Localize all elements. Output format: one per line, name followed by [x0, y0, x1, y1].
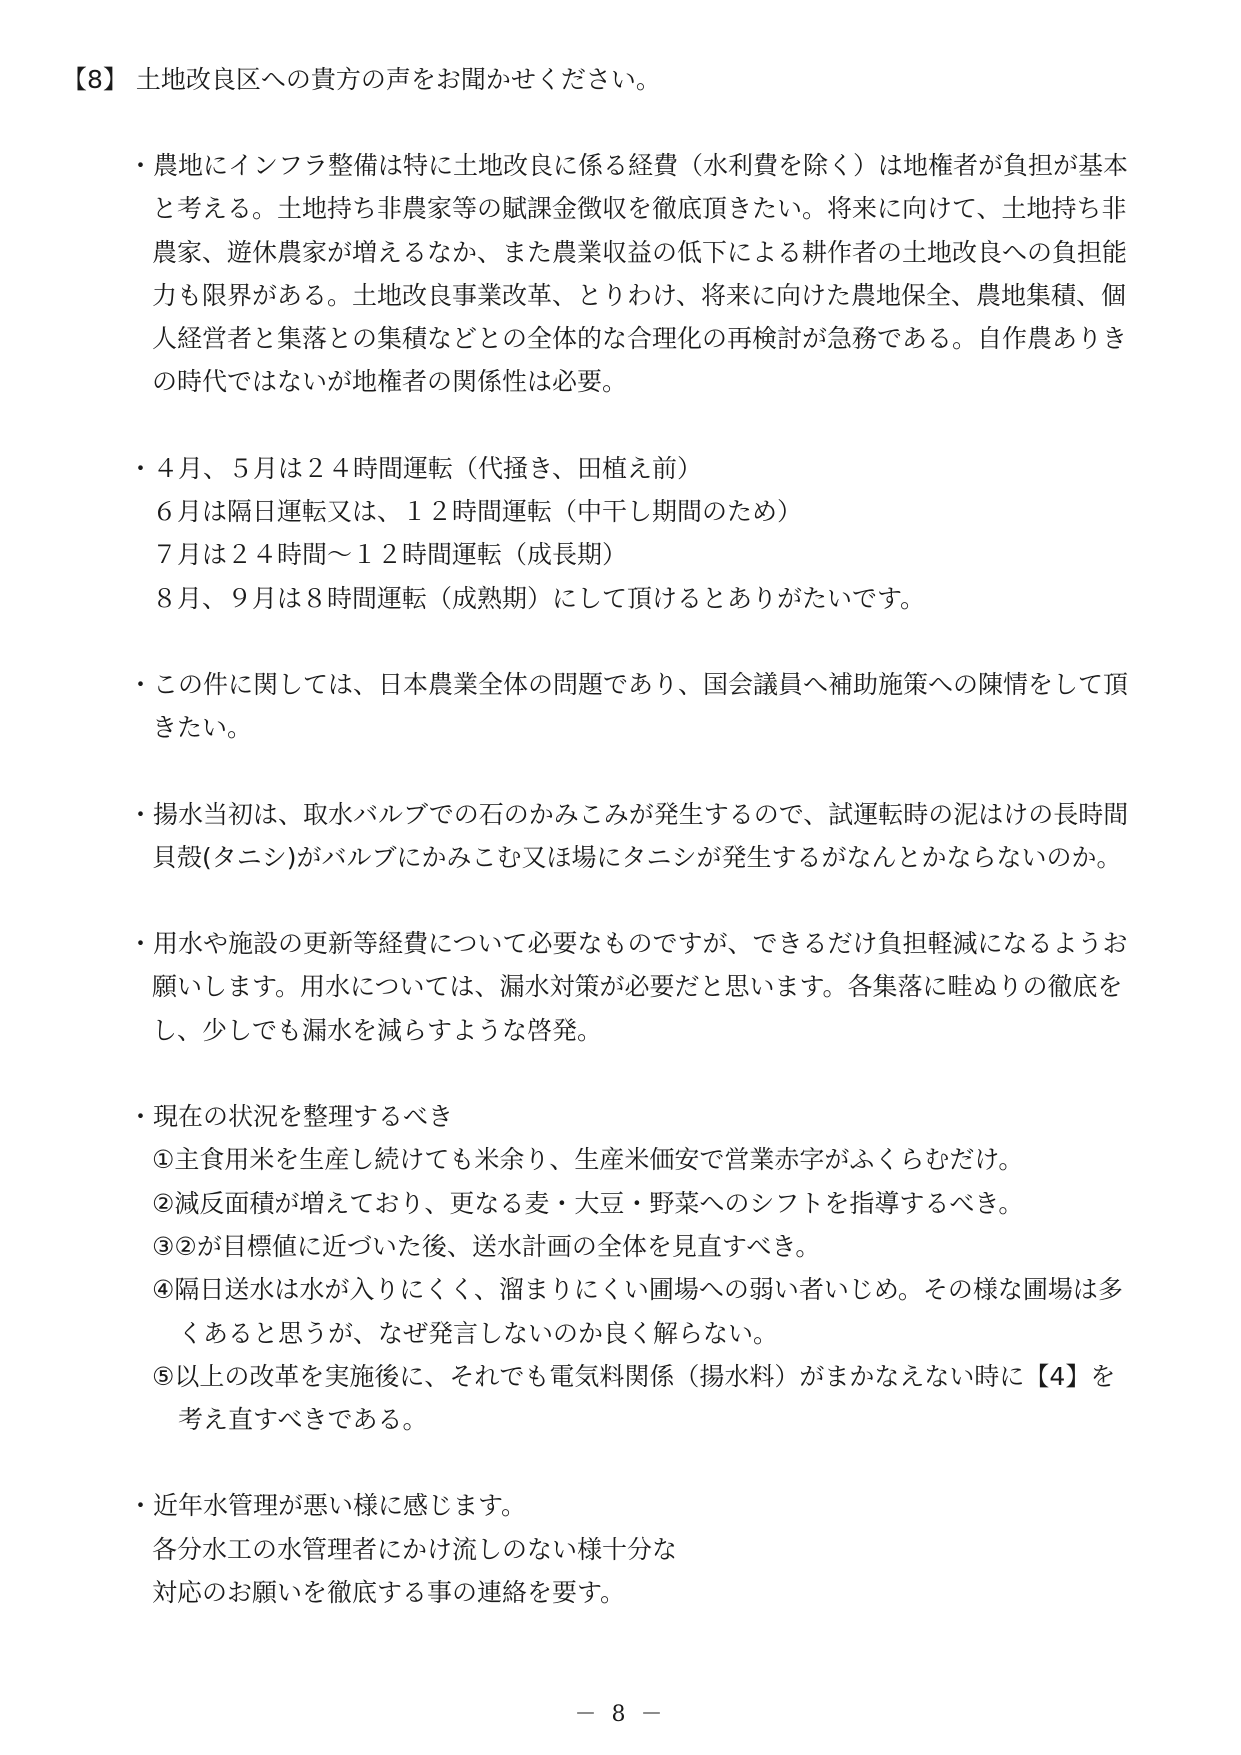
- comment-line: きたい。: [152, 713, 253, 743]
- comment-line: 力も限界がある。土地改良事業改革、とりわけ、将来に向けた農地保全、農地集積、個: [152, 280, 1127, 310]
- comment-line: ６月は隔日運転又は、１２時間運転（中干し期間のため）: [152, 497, 803, 527]
- comment-line: ・４月、５月は２４時間運転（代掻き、田植え前）: [128, 453, 703, 483]
- enumerated-item: ③②が目標値に近づいた後、送水計画の全体を見直すべき。: [152, 1231, 821, 1261]
- comment-line: ・農地にインフラ整備は特に土地改良に係る経費（水利費を除く）は地権者が負担が基本: [128, 151, 1129, 180]
- comment-1: [0, 144, 1241, 404]
- comment-line: ・用水や施設の更新等経費について必要なものですが、できるだけ負担軽減になるようお: [128, 929, 1128, 959]
- enumerated-item: ④隔日送水は水が入りにくく、溜まりにくい圃場への弱い者いじめ。その様な圃場は多: [152, 1275, 1123, 1305]
- comment-line: ８月、９月は８時間運転（成熟期）にして頂けるとありがたいです。: [152, 583, 926, 613]
- comment-line: ・揚水当初は、取水バルブでの石のかみこみが発生するので、試運転時の泥はけの長時間: [128, 799, 1129, 829]
- comment-line: 願いします。用水については、漏水対策が必要だと思います。各集落に畦ぬりの徹底を: [152, 972, 1123, 1002]
- comment-line: 貝殻(タニシ)がバルブにかみこむ又ほ場にタニシが発生するがなんとかならないのか。: [152, 842, 1122, 872]
- comment-line: 各分水工の水管理者にかけ流しのない様十分な: [152, 1534, 678, 1564]
- enumerated-item: ②減反面積が増えており、更なる麦・大豆・野菜へのシフトを指導するべき。: [152, 1188, 1024, 1218]
- comment-7: [0, 1484, 1241, 1614]
- page-number: － 8 －: [574, 1702, 667, 1727]
- comment-5: [0, 922, 1241, 1052]
- section-heading: 【8】 土地改良区への貴方の声をお聞かせください。: [62, 65, 661, 94]
- enumerated-item-continuation: 考え直すべきである。: [178, 1405, 428, 1435]
- comment-3: [0, 663, 1241, 750]
- comment-4: [0, 793, 1241, 880]
- comment-list: [0, 144, 1241, 1657]
- enumerated-item-continuation: くあると思うが、なぜ発言しないのか良く解らない。: [178, 1318, 779, 1348]
- comment-6: [0, 1095, 1241, 1441]
- comment-line: し、少しでも漏水を減らすような啓発。: [152, 1015, 603, 1045]
- enumerated-item: ⑤以上の改革を実施後に、それでも電気料関係（揚水料）がまかなえない時に【4】を: [152, 1361, 1116, 1391]
- comment-line: ７月は２４時間～１２時間運転（成長期）: [152, 540, 628, 570]
- comment-line: 対応のお願いを徹底する事の連絡を要す。: [152, 1578, 626, 1608]
- comment-line: ・この件に関しては、日本農業全体の問題であり、国会議員へ補助施策への陳情をして頂: [128, 669, 1129, 699]
- comment-line: 人経営者と集落との集積などとの全体的な合理化の再検討が急務である。自作農ありき: [152, 324, 1128, 354]
- enumerated-item: ①主食用米を生産し続けても米余り、生産米価安で営業赤字がふくらむだけ。: [152, 1145, 1024, 1175]
- comment-line: 農家、遊休農家が増えるなか、また農業収益の低下による耕作者の土地改良への負担能: [152, 237, 1128, 267]
- comment-line: の時代ではないが地権者の関係性は必要。: [152, 367, 628, 397]
- comment-line: ・近年水管理が悪い様に感じます。: [128, 1491, 527, 1521]
- comment-line: ・現在の状況を整理するべき: [128, 1102, 454, 1132]
- comment-2: [0, 447, 1241, 620]
- comment-line: と考える。土地持ち非農家等の賦課金徴収を徹底頂きたい。将来に向けて、土地持ち非: [152, 194, 1127, 224]
